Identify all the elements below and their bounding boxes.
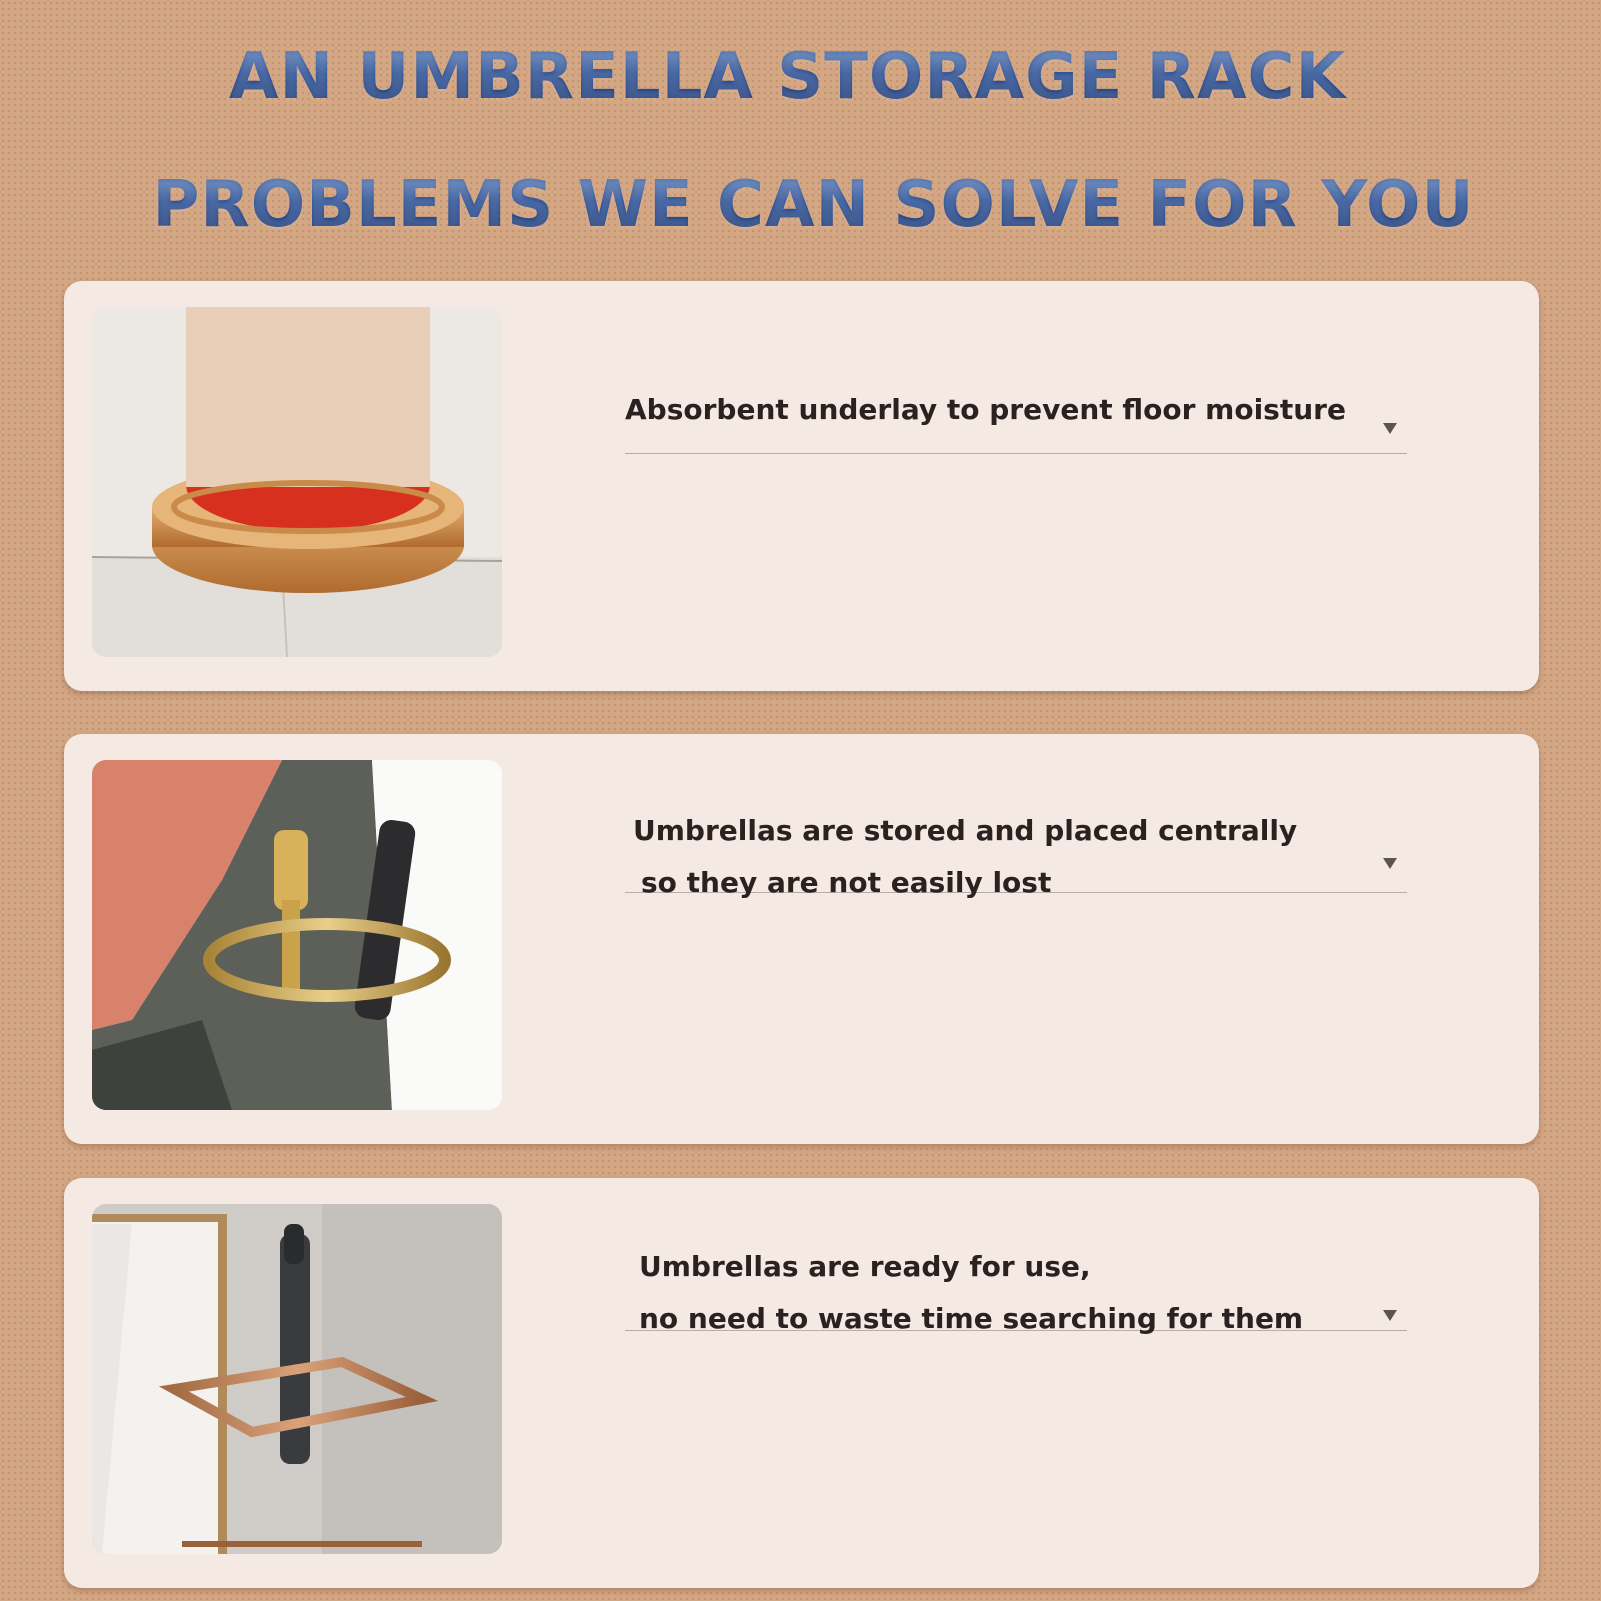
dropdown-triangle-icon	[1383, 423, 1397, 434]
headline-line-2: PROBLEMS WE CAN SOLVE FOR YOU	[0, 168, 1601, 242]
product-photo-round-rack-red-pad	[92, 307, 502, 657]
headline-line-1: AN UMBRELLA STORAGE RACK	[0, 40, 1601, 114]
feature-card-absorbent-underlay	[64, 281, 1539, 691]
caption-line: Umbrellas are ready for use,	[639, 1250, 1091, 1283]
product-photo-round-brass-holder	[92, 760, 502, 1110]
caption-line: no need to waste time searching for them	[639, 1302, 1304, 1335]
dropdown-triangle-icon	[1383, 858, 1397, 869]
caption-line: so they are not easily lost	[641, 866, 1052, 899]
feature-card-central-storage	[64, 734, 1539, 1144]
feature-card-ready-for-use	[64, 1178, 1539, 1588]
feature-caption	[625, 1250, 1407, 1335]
feature-caption	[625, 814, 1407, 899]
caption-line: Absorbent underlay to prevent floor moisture	[625, 393, 1346, 426]
product-photo-square-stand	[92, 1204, 502, 1554]
dropdown-triangle-icon	[1383, 1310, 1397, 1321]
caption-line: Umbrellas are stored and placed centrally	[633, 814, 1298, 847]
feature-caption	[625, 393, 1407, 454]
